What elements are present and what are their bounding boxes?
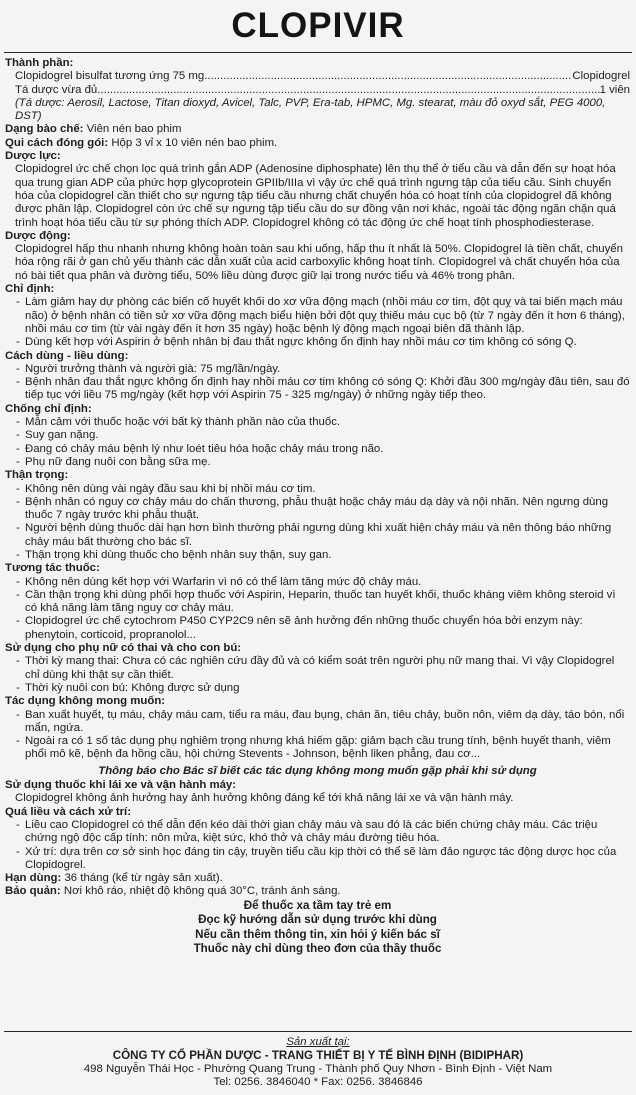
overdose-heading: Quá liều và cách xử trí:: [5, 805, 131, 818]
manufactured-at-label: Sản xuất tại:: [286, 1036, 350, 1048]
manufacturer-footer: [0, 1031, 636, 1089]
list-item: - Thời kỳ nuôi con bú: Không được sử dụng: [5, 682, 630, 695]
section-precautions: [5, 469, 630, 562]
report-notice: Thông báo cho Bác sĩ biết các tác dụng không mong muốn gặp phải khi sử dụng: [98, 764, 537, 777]
footer-divider: [4, 1031, 632, 1032]
warning-line: Đọc kỹ hướng dẫn sử dụng trước khi dùng: [198, 913, 437, 927]
indications-heading: Chỉ định:: [5, 283, 55, 296]
packaging: Qui cách đóng gói: Hộp 3 vỉ x 10 viên nén bao phim.: [5, 136, 278, 149]
interactions-heading: Tương tác thuốc:: [5, 562, 100, 575]
composition-line-active: Clopidogrel bisulfat tương ứng 75 mg ..... Clopidogrel: [5, 70, 630, 83]
list-item: - Ngoài ra có 1 số tác dụng phụ nghiêm trọng nhưng khá hiếm gặp: giảm bạch cầu trung tính, bệnh huyết thanh, viêm phổi mô kẽ, bệnh đa hồng cầu, hội chứng Stevents - Johnson, bệnh liken phẳng, đau cơ...: [5, 735, 630, 762]
list-item: - Thời kỳ mang thai: Chưa có các nghiên cứu đầy đủ và có kiểm soát trên người phụ nữ mang thai. Vì vậy Clopidogrel chỉ dùng khi thật sự cần thiết.: [5, 655, 630, 682]
section-pregnancy: [5, 642, 630, 695]
list-item: - Clopidogrel ức chế cytochrom P450 CYP2C9 nên sẽ ảnh hưởng đến những thuốc chuyển hóa bởi enzym này: phenytoin, corticoid, propranolol...: [5, 615, 630, 642]
side-effects-heading: Tác dụng không mong muốn:: [5, 695, 166, 708]
pharmacodynamics-text: Clopidogrel ức chế chọn lọc quá trình gắn ADP (Adenosine diphosphate) lên thụ thể ở tiểu cầu và dẫn đến sự hoạt hóa qua trung gian ADP của phức hợp glycoprotein GPIIb/IIIa vì vậy ức chế quá trình ngưng tập của tiểu cầu. Sinh chuyển hóa của clopidogrel cần thiết cho sự ngưng tập tiểu cầu nhưng chất chuyển hóa có hoạt tính của clopidogrel đã không được phân lập. Clopidogrel còn ức chế sự ngưng tập tiểu cầu do sự đồng vận nơi khác, ngoài tác động ngăn chặn quá trình hoạt hóa tiểu cầu từ sự phóng thích ADP. Clopidogrel không có tác động ức chế hoạt tính phosphodiesterase.: [15, 163, 616, 229]
list-item: - Phụ nữ đang nuôi con bằng sữa mẹ.: [5, 456, 630, 469]
section-contraindications: [5, 403, 630, 469]
company-name: CÔNG TY CỔ PHẦN DƯỢC - TRANG THIẾT BỊ Y TẾ BÌNH ĐỊNH (BIDIPHAR): [112, 1049, 524, 1063]
product-title: CLOPIVIR: [231, 6, 405, 46]
section-driving: [5, 779, 630, 806]
list-item: - Suy gan nặng.: [5, 429, 630, 442]
pharmacokinetics-text: Clopidogrel hấp thu nhanh nhưng không hoàn toàn sau khi uống, hấp thu ít nhất là 50%. Clopidogrel là tiền chất, chuyển hóa rộng rãi ở gan chủ yếu thành các dẫn xuất của acid carboxylic không hoạt tính. Clopidogrel và chất chuyển hóa của nó bài tiết qua phân và đường tiểu, 50% liều dùng được giữ lại trong nước tiểu và 46% trong phân.: [15, 243, 623, 282]
warning-line: Thuốc này chỉ dùng theo đơn của thầy thuốc: [193, 942, 442, 956]
composition-line-excipient: Tá dược vừa đủ ..... 1 viên: [5, 84, 630, 97]
company-address: 498 Nguyễn Thái Học - Phường Quang Trung - Thành phố Quy Nhơn - Bình Định - Việt Nam: [83, 1062, 553, 1075]
storage: Bảo quản: Nơi khô ráo, nhiệt độ không quá 30°C, tránh ánh sáng.: [5, 885, 341, 898]
section-interactions: [5, 562, 630, 642]
list-item: - Dùng kết hợp với Aspirin ở bệnh nhân bị đau thắt ngực không ổn định hay nhồi máu cơ tim không có sóng Q.: [5, 336, 630, 349]
leaflet-content: [0, 53, 636, 957]
driving-text: Clopidogrel không ảnh hưởng hay ảnh hưởng không đáng kể tới khả năng lái xe và vận hành máy.: [15, 792, 514, 805]
composition-heading: Thành phần:: [5, 57, 74, 69]
list-item: - Đang có chảy máu bệnh lý như loét tiêu hóa hoặc chảy máu trong não.: [5, 443, 630, 456]
section-indications: [5, 283, 630, 349]
precautions-heading: Thận trọng:: [5, 469, 69, 482]
list-item: - Làm giảm hay dự phòng các biến cố huyết khối do xơ vữa động mạch (nhồi máu cơ tim, đột quỵ và tai biến mạch máu não) ở bệnh nhân có tiền sử xơ vữa động mạch biểu hiện bởi đột quỵ thiếu máu cục bộ (từ 7 ngày đến ít hơn 6 tháng), nhồi máu cơ tim (từ vài ngày đến ít hơn 35 ngày) hoặc bệnh lý động mạch ngoại biên đã thành lập.: [5, 296, 630, 336]
driving-heading: Sử dụng thuốc khi lái xe và vận hành máy:: [5, 779, 237, 792]
list-item: - Liều cao Clopidogrel có thể dẫn đến kéo dài thời gian chảy máu và sau đó là các biến chứng chảy máu. Các triệu chứng ngộ độc cấp tính: nôn mửa, kiệt sức, khó thở và chảy máu đường tiêu hóa.: [5, 819, 630, 846]
list-item: - Bệnh nhân đau thắt ngực không ổn định hay nhồi máu cơ tim không có sóng Q: Khởi đầu 300 mg/ngày đầu tiên, sau đó tiếp tục với liều 75 mg/ngày (kết hợp với Aspirin 75 - 325 mg/ngày) ở những ngày tiếp theo.: [5, 376, 630, 403]
company-phone: Tel: 0256. 3846040 * Fax: 0256. 3846846: [213, 1075, 423, 1088]
pregnancy-heading: Sử dụng cho phụ nữ có thai và cho con bú:: [5, 642, 242, 655]
section-overdose: [5, 806, 630, 872]
warnings-block: [5, 899, 630, 957]
warning-line: Nếu cần thêm thông tin, xin hỏi ý kiến bác sĩ: [195, 927, 440, 941]
list-item: - Xử trí: dựa trên cơ sở sinh học đáng tin cậy, truyền tiểu cầu kịp thời có thể sẽ làm đảo ngược tác động dược học của Clopidogrel.: [5, 846, 630, 873]
list-item: - Không nên dùng kết hợp với Warfarin vì nó có thể làm tăng mức độ chảy máu.: [5, 576, 630, 589]
pharmacokinetics-heading: Dược động:: [5, 229, 71, 242]
list-item: - Người bệnh dùng thuốc dài hạn hơn bình thường phải ngưng dùng khi xuất hiện chảy máu và nên thông báo những chảy máu bất thường cho bác sĩ.: [5, 522, 630, 549]
warning-line: Để thuốc xa tầm tay trẻ em: [243, 898, 392, 912]
section-composition: [5, 57, 630, 123]
pharmacodynamics-heading: Dược lực:: [5, 150, 61, 163]
list-item: - Thận trọng khi dùng thuốc cho bệnh nhân suy thận, suy gan.: [5, 549, 630, 562]
shelf-life: Hạn dùng: 36 tháng (kể từ ngày sản xuất).: [5, 872, 223, 885]
list-item: - Cần thận trọng khi dùng phối hợp thuốc với Aspirin, Heparin, thuốc tan huyết khối, thuốc kháng viêm không steroid vì có khả năng làm tăng nguy cơ chảy máu.: [5, 589, 630, 616]
list-item: - Ban xuất huyết, tụ máu, chảy máu cam, tiểu ra máu, đau bụng, chán ăn, tiêu chảy, buồn nôn, viêm dạ dày, táo bón, nổi mẩn, ngứa.: [5, 709, 630, 736]
dosage-form: Dạng bào chế: Viên nén bao phim: [5, 123, 182, 136]
section-pharmacodynamics: [5, 150, 630, 230]
list-item: - Người trưởng thành và người già: 75 mg/lần/ngày.: [5, 363, 630, 376]
list-item: - Bệnh nhân có nguy cơ chảy máu do chấn thương, phẫu thuật hoặc chảy máu dạ dày và nội nhãn. Nên ngưng dùng thuốc 7 ngày trước khi phẫu thuật.: [5, 496, 630, 523]
section-side-effects: [5, 695, 630, 761]
section-pharmacokinetics: [5, 230, 630, 283]
list-item: - Mẫn cảm với thuốc hoặc với bất kỳ thành phần nào của thuốc.: [5, 416, 630, 429]
section-dosage: [5, 350, 630, 403]
list-item: - Không nên dùng vài ngày đầu sau khi bị nhồi máu cơ tim.: [5, 483, 630, 496]
dosage-heading: Cách dùng - liều dùng:: [5, 349, 129, 362]
contraindications-heading: Chống chỉ định:: [5, 402, 92, 415]
excipients-list: (Tá dược: Aerosil, Lactose, Titan dioxyd, Avicel, Talc, PVP, Era-tab, HPMC, Mg. stearat, màu đỏ oxyd sắt, PEG 4000, DST): [15, 96, 606, 123]
